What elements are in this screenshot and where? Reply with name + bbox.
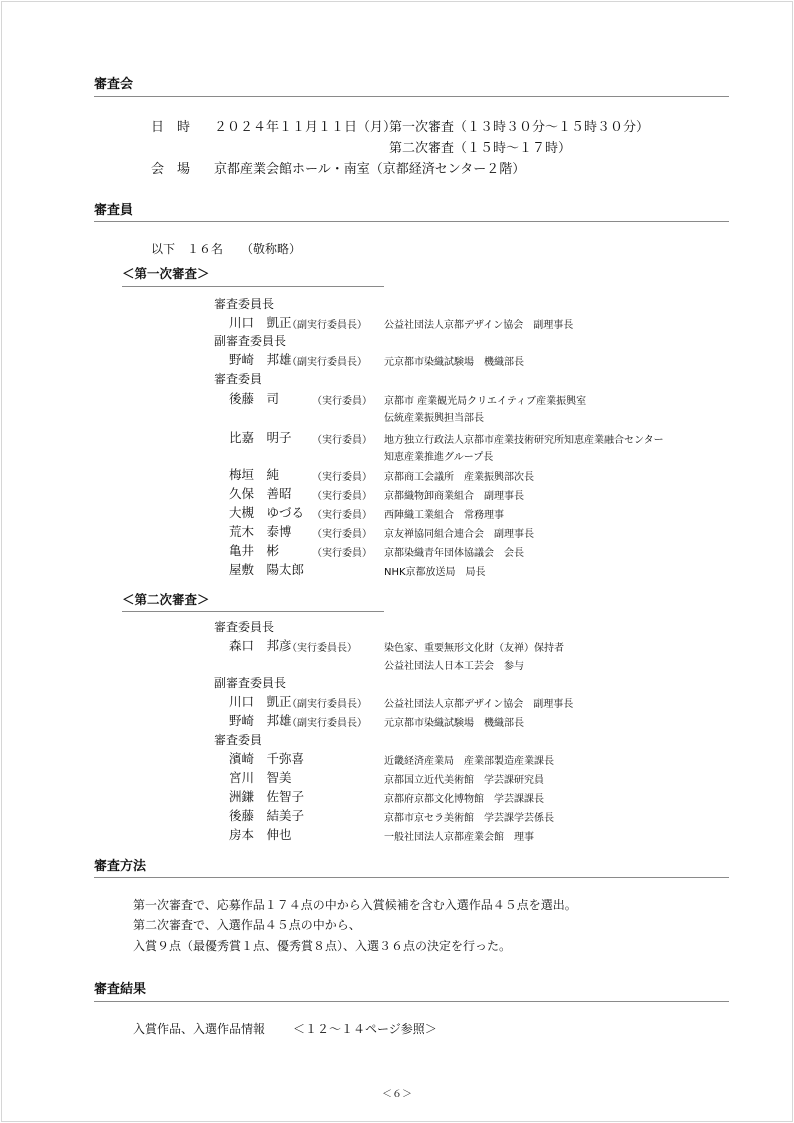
judge-role: （副実行委員長）	[287, 320, 367, 331]
judge-name: 川口 凱正	[229, 694, 292, 709]
judge-name: 後藤 司	[229, 391, 280, 406]
round2-time: 第二次審査（１５時～１７時）	[389, 141, 572, 156]
judge-name: 荒木 泰博	[229, 524, 292, 539]
section-title-houhou: 審査方法	[94, 859, 147, 874]
judge-role: （実行委員）	[312, 472, 372, 483]
judge-name: 宮川 智美	[229, 770, 292, 785]
judge-org: 公益社団法人京都デザイン協会 副理事長	[384, 699, 574, 710]
judge-org: 近畿経済産業局 産業部製造産業課長	[384, 756, 554, 767]
judge-org: 京都市 産業観光局クリエイティブ産業振興室	[384, 396, 587, 407]
venue-value: 京都産業会館ホール・南室（京都経済センター２階）	[214, 162, 526, 177]
judge-name: 野崎 邦雄	[229, 713, 292, 728]
judge-org: NHK京都放送局 局長	[384, 567, 486, 578]
group-label: 副審査委員長	[214, 676, 287, 690]
judge-role: （実行委員）	[312, 548, 372, 559]
round2-heading: ＜第二次審査＞	[122, 592, 210, 607]
method-line: 第二次審査で、入選作品４５点の中から、	[133, 918, 361, 932]
judge-org: 京友禅協同組合連合会 副理事長	[384, 529, 534, 540]
date-label: 日 時	[151, 120, 191, 135]
section-title-kekka: 審査結果	[94, 982, 147, 997]
judge-role: （副実行委員長）	[287, 718, 367, 729]
section-title-shinsain: 審査員	[94, 203, 134, 218]
judge-org-line2: 公益社団法人日本工芸会 参与	[384, 661, 524, 672]
venue-label: 会 場	[151, 162, 191, 177]
judge-org: 地方独立行政法人京都市産業技術研究所知恵産業融合センター	[384, 435, 664, 446]
judge-org: 染色家、重要無形文化財（友禅）保持者	[384, 643, 564, 654]
judge-name: 森口 邦彦	[229, 638, 292, 653]
judge-name: 大槻 ゆづる	[229, 505, 305, 520]
judge-org: 京都府京都文化博物館 学芸課課長	[384, 794, 544, 805]
judge-org: 元京都市染織試験場 機織部長	[384, 357, 524, 368]
judge-name: 後藤 結美子	[229, 808, 305, 823]
judge-role: （実行委員長）	[287, 643, 357, 654]
judge-role: （実行委員）	[312, 435, 372, 446]
judge-org-line2: 知恵産業推進グループ長	[384, 452, 494, 463]
judge-role: （実行委員）	[312, 529, 372, 540]
judge-name: 濱崎 千弥喜	[229, 751, 305, 766]
judge-role: （実行委員）	[312, 491, 372, 502]
judge-role: （副実行委員長）	[287, 699, 367, 710]
group-label: 審査委員長	[214, 297, 275, 311]
section-divider	[94, 221, 729, 222]
judge-org: 京都市京セラ美術館 学芸課学芸係長	[384, 813, 554, 824]
judge-org: 京都織物卸商業組合 副理事長	[384, 491, 524, 502]
judge-name: 亀井 彬	[229, 543, 280, 558]
group-label: 副審査委員長	[214, 334, 287, 348]
judge-name: 比嘉 明子	[229, 430, 292, 445]
round1-time: 第一次審査（１３時３０分～１５時３０分）	[389, 120, 650, 135]
judge-name: 野崎 邦雄	[229, 352, 292, 367]
group-label: 審査委員長	[214, 620, 275, 634]
judge-name: 屋敷 陽太郎	[229, 562, 305, 577]
result-ref: ＜１２～１４ページ参照＞	[293, 1022, 437, 1036]
judge-org: 公益社団法人京都デザイン協会 副理事長	[384, 320, 574, 331]
date-value: ２０２４年１１月１１日（月）	[214, 120, 397, 135]
judge-org: 元京都市染織試験場 機織部長	[384, 718, 524, 729]
judges-intro: 以下 １６名 （敬称略）	[151, 242, 302, 256]
judge-role: （実行委員）	[312, 510, 372, 521]
judge-name: 房本 伸也	[229, 827, 292, 842]
round2-underline	[122, 611, 384, 612]
page-number: ＜６＞	[382, 1089, 412, 1100]
judge-org: 京都商工会議所 産業振興部次長	[384, 472, 534, 483]
judge-name: 川口 凱正	[229, 315, 292, 330]
judge-name: 久保 善昭	[229, 486, 292, 501]
group-label: 審査委員	[214, 733, 263, 747]
judge-role: （実行委員）	[312, 396, 372, 407]
judge-org: 一般社団法人京都産業会館 理事	[384, 832, 534, 843]
judge-org: 京都国立近代美術館 学芸課研究員	[384, 775, 544, 786]
judge-name: 洲鎌 佐智子	[229, 789, 305, 804]
section-divider	[94, 877, 729, 878]
judge-org: 西陣織工業組合 常務理事	[384, 510, 504, 521]
method-line: 入賞９点（最優秀賞１点、優秀賞８点）、入選３６点の決定を行った。	[133, 939, 512, 953]
method-line: 第一次審査で、応募作品１７４点の中から入賞候補を含む入選作品４５点を選出。	[133, 898, 577, 912]
judge-name: 梅垣 純	[229, 467, 280, 482]
round1-heading: ＜第一次審査＞	[122, 266, 210, 281]
judge-org: 京都染織青年団体協議会 会長	[384, 548, 524, 559]
section-divider	[94, 1001, 729, 1002]
judge-role: （副実行委員長）	[287, 357, 367, 368]
round1-underline	[122, 286, 384, 287]
judge-org-line2: 伝統産業振興担当部長	[384, 413, 484, 424]
section-title-shinsakai: 審査会	[94, 77, 134, 92]
section-divider	[94, 96, 729, 97]
group-label: 審査委員	[214, 372, 263, 386]
result-label: 入賞作品、入選作品情報	[133, 1022, 266, 1036]
